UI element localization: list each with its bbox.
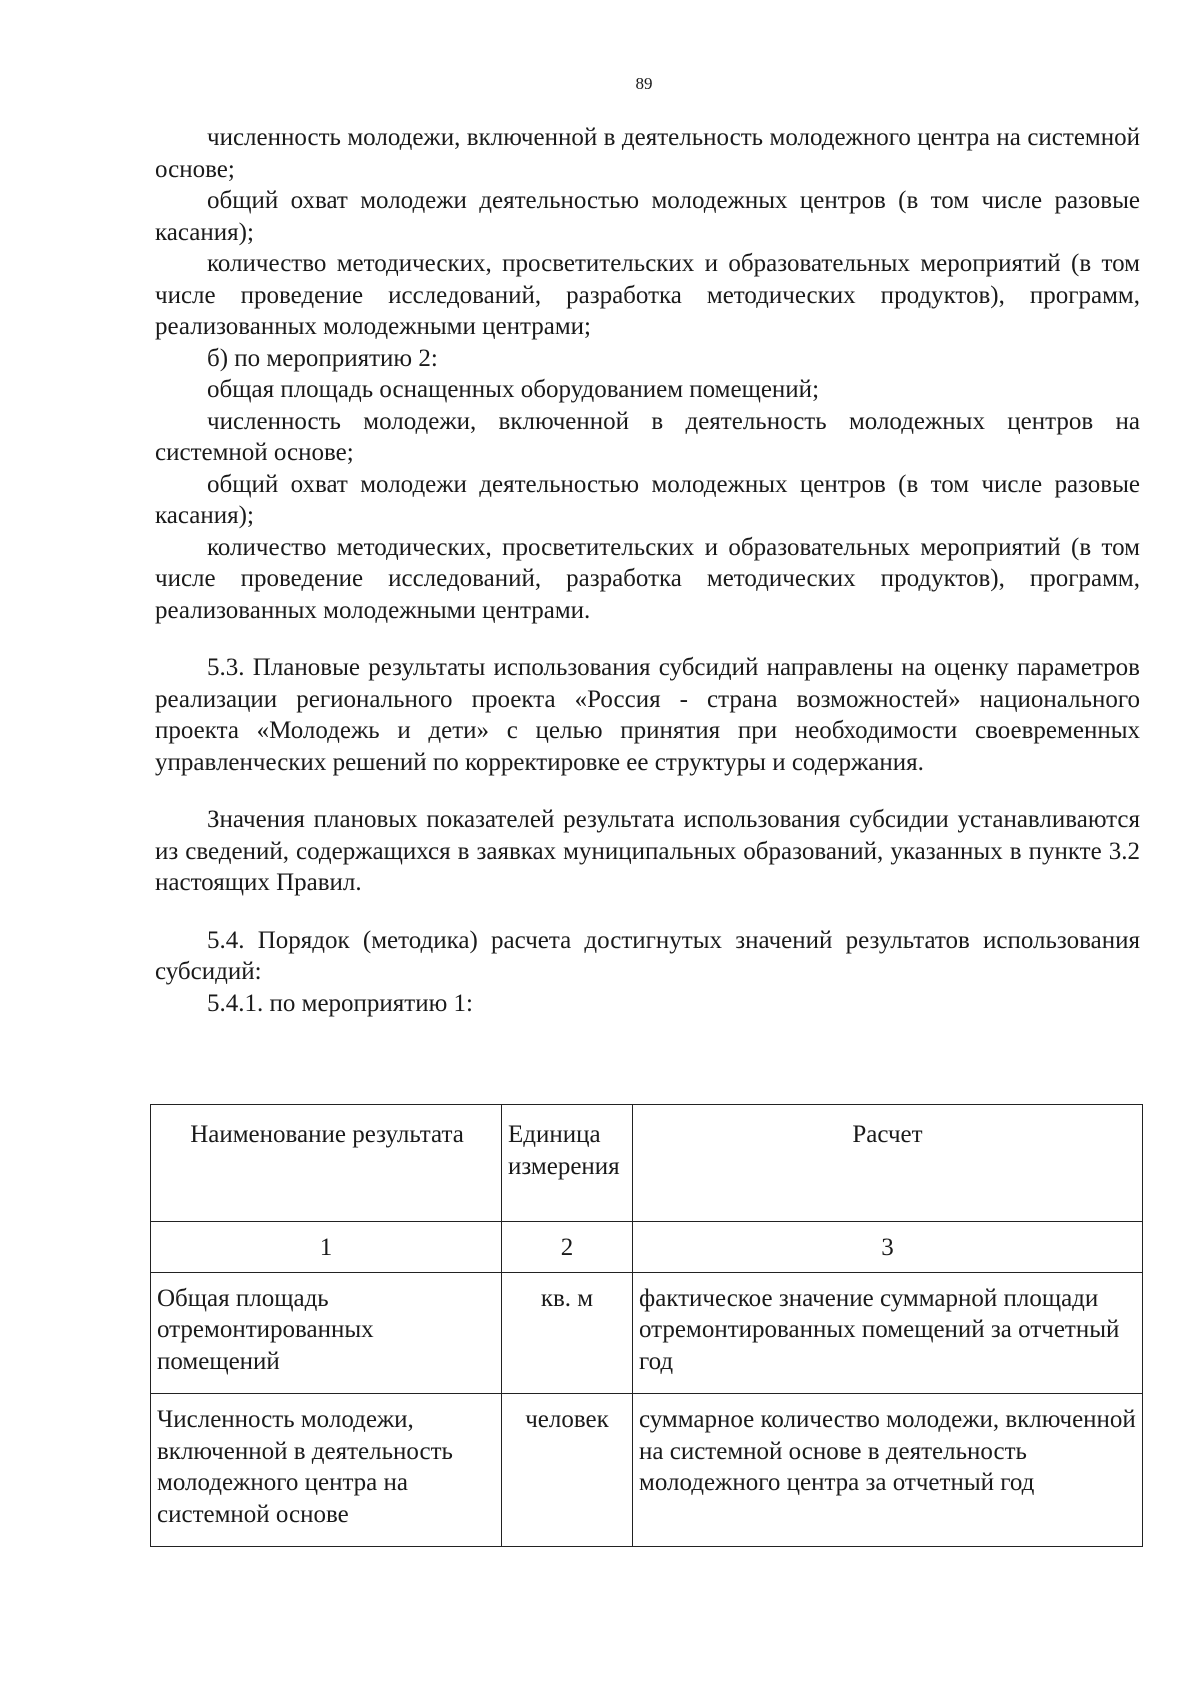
paragraph: количество методических, просветительских и образовательных мероприятий (в том числе проведение исследований, разработка методических продуктов), программ, реализованных молодежными центрами.: [155, 533, 1140, 624]
result-calculation: суммарное количество молодежи, включенной на системной основе в деятельность молодежного центра за отчетный год: [633, 1394, 1143, 1547]
paragraph: б) по мероприятию 2:: [207, 344, 438, 372]
result-name: Численность молодежи, включенной в деятельность молодежного центра на системной основе: [151, 1394, 502, 1547]
body-text: [155, 122, 1140, 1019]
header-result-name: Наименование результата: [151, 1105, 502, 1222]
paragraph: 5.3. Плановые результаты использования субсидий направлены на оценку параметров реализации регионального проекта «Россия - страна возможностей» национального проекта «Молодежь и дети» с целью принятия при необходимости своевременных управленческих решений по корректировке ее структуры и содержания.: [155, 654, 1140, 776]
page-number: 89: [635, 74, 653, 93]
paragraph: 5.4.1. по мероприятию 1:: [207, 989, 473, 1017]
results-table: [150, 1104, 1143, 1547]
paragraph: численность молодежи, включенной в деятельность молодежных центров на системной основе;: [155, 407, 1140, 466]
table-header-row: [151, 1105, 1143, 1222]
paragraph: общий охват молодежи деятельностью молодежных центров (в том числе разовые касания);: [155, 470, 1140, 529]
paragraph: Значения плановых показателей результата использования субсидии устанавливаются из сведений, содержащихся в заявках муниципальных образований, указанных в пункте 3.2 настоящих Правил.: [155, 806, 1140, 896]
result-name: Общая площадь отремонтированных помещений: [151, 1272, 502, 1394]
table-row: [151, 1394, 1143, 1547]
paragraph: 5.4. Порядок (методика) расчета достигнутых значений результатов использования субсидий:: [155, 926, 1140, 985]
column-number: 3: [633, 1222, 1143, 1273]
column-number: 1: [151, 1222, 502, 1273]
table-number-row: [151, 1222, 1143, 1273]
paragraph: количество методических, просветительских и образовательных мероприятий (в том числе проведение исследований, разработка методических продуктов), программ, реализованных молодежными центрами;: [155, 250, 1140, 340]
result-unit: кв. м: [502, 1272, 633, 1394]
paragraph: численность молодежи, включенной в деятельность молодежного центра на системной основе;: [155, 124, 1140, 183]
column-number: 2: [502, 1222, 633, 1273]
result-calculation: фактическое значение суммарной площади отремонтированных помещений за отчетный год: [633, 1272, 1143, 1394]
table-row: [151, 1272, 1143, 1394]
header-calculation: Расчет: [633, 1105, 1143, 1222]
header-unit: Единица измерения: [502, 1105, 633, 1222]
result-unit: человек: [502, 1394, 633, 1547]
paragraph: общая площадь оснащенных оборудованием помещений;: [207, 376, 820, 403]
paragraph: общий охват молодежи деятельностью молодежных центров (в том числе разовые касания);: [155, 187, 1140, 246]
